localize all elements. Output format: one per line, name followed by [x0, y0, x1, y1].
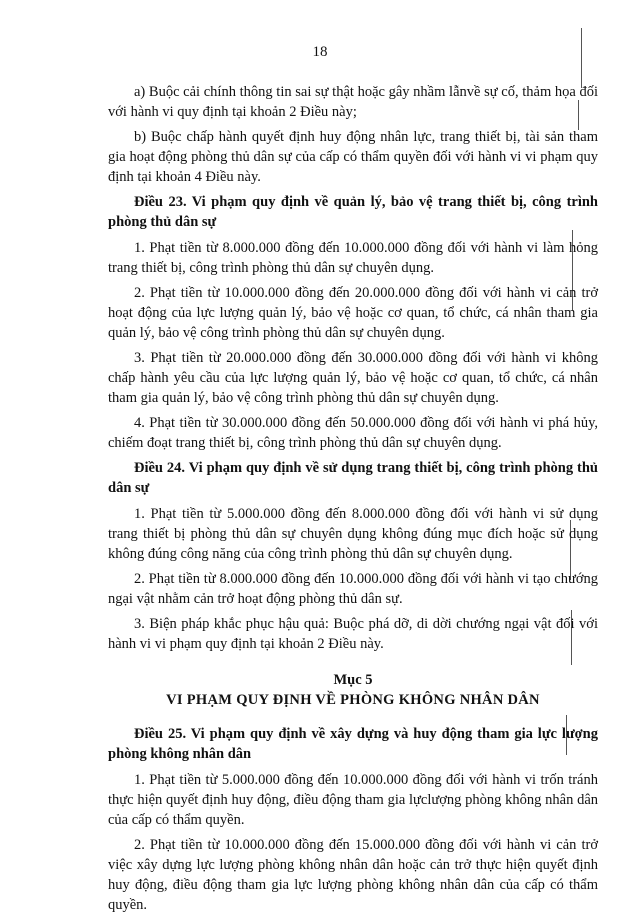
- article-24-clause-3: 3. Biện pháp khắc phục hậu quả: Buộc phá dỡ, di dời chướng ngại vật đối với hành vi vi phạm quy định tại khoản 2 Điều này.: [108, 616, 598, 652]
- article-24-clause-1: 1. Phạt tiền từ 5.000.000 đồng đến 8.000.000 đồng đối với hành vi sử dụng trang thiết bị phòng thủ dân sự chuyên dụng không đúng mục đích hoặc sử dụng không đúng công năng của công trình phòng thủ dân sự chuyên dụng.: [108, 506, 598, 562]
- article-24-title: Điều 24. Vi phạm quy định về sử dụng trang thiết bị, công trình phòng thủ dân sự: [108, 460, 598, 496]
- document-body: [108, 82, 598, 920]
- article-23-clause-1: 1. Phạt tiền từ 8.000.000 đồng đến 10.000.000 đồng đối với hành vi làm hỏng trang thiết bị, công trình phòng thủ dân sự chuyên dụng.: [108, 240, 598, 276]
- article-25-title: Điều 25. Vi phạm quy định về xây dựng và huy động tham gia lực lượng phòng không nhân dân: [108, 726, 598, 762]
- article-24-clause-2: 2. Phạt tiền từ 8.000.000 đồng đến 10.000.000 đồng đối với hành vi tạo chướng ngại vật nhằm cản trở hoạt động phòng thủ dân sự.: [108, 571, 598, 607]
- section-title: VI PHẠM QUY ĐỊNH VỀ PHÒNG KHÔNG NHÂN DÂN: [166, 692, 540, 708]
- paragraph-a: a) Buộc cải chính thông tin sai sự thật hoặc gây nhầm lẫnvề sự cố, thảm họa đối với hành vi quy định tại khoản 2 Điều này;: [108, 84, 598, 120]
- section-label: Mục 5: [333, 672, 373, 688]
- article-23-clause-3: 3. Phạt tiền từ 20.000.000 đồng đến 30.000.000 đồng đối với hành vi không chấp hành yêu cầu của lực lượng quản lý, bảo vệ hoặc cơ quan, tổ chức, cá nhân tham gia quản lý, bảo vệ công trình phòng thủ dân sự chuyên dụng.: [108, 350, 598, 406]
- article-23-clause-2: 2. Phạt tiền từ 10.000.000 đồng đến 20.000.000 đồng đối với hành vi cản trở hoạt động của lực lượng quản lý, bảo vệ hoặc cơ quan, tổ chức, cá nhân tham gia quản lý, bảo vệ công trình phòng thủ dân sự chuyên dụng.: [108, 285, 598, 341]
- scan-artifact-line: [581, 28, 582, 88]
- paragraph-b: b) Buộc chấp hành quyết định huy động nhân lực, trang thiết bị, tài sản tham gia hoạt động phòng thủ dân sự của cấp có thẩm quyền đối với hành vi vi phạm quy định tại khoản 4 Điều này.: [108, 129, 598, 185]
- article-23-clause-4: 4. Phạt tiền từ 30.000.000 đồng đến 50.000.000 đồng đối với hành vi phá hủy, chiếm đoạt trang thiết bị, công trình phòng thủ dân sự chuyên dụng.: [108, 415, 598, 451]
- section-heading: [108, 670, 598, 710]
- page-number: 18: [312, 44, 328, 60]
- article-25-clause-1: 1. Phạt tiền từ 5.000.000 đồng đến 10.000.000 đồng đối với hành vi trốn tránh thực hiện quyết định huy động, điều động tham gia lựclượng phòng không nhân dân của cấp có thẩm quyền.: [108, 772, 598, 828]
- article-25-clause-2: 2. Phạt tiền từ 10.000.000 đồng đến 15.000.000 đồng đối với hành vi cản trở việc xây dựng lực lượng phòng không nhân dân hoặc cản trở thực hiện quyết định huy động, điều động tham gia lực lượng phòng không nhân dân của cấp có thẩm quyền.: [108, 837, 598, 913]
- article-23-title: Điều 23. Vi phạm quy định về quản lý, bảo vệ trang thiết bị, công trình phòng thủ dân sự: [108, 194, 598, 230]
